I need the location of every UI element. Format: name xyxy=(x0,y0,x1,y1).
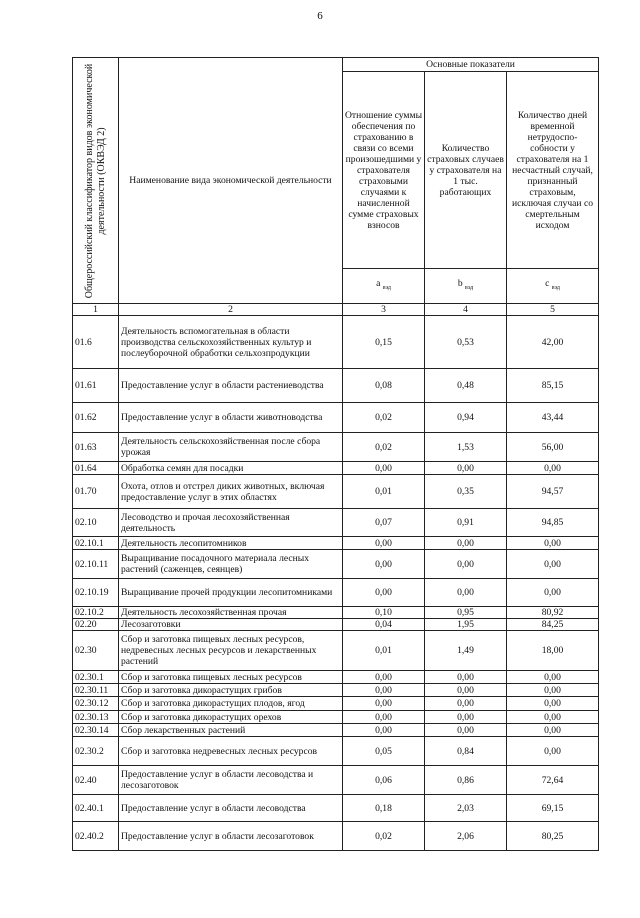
table-row xyxy=(73,369,599,403)
okved-code-cell: 02.30.2 xyxy=(73,737,119,766)
days-symbol: c $_{вэд}$ xyxy=(507,269,599,304)
cases-value-cell: 0,48 xyxy=(425,369,507,403)
table-row xyxy=(73,316,599,369)
okved-code-cell: 02.40.1 xyxy=(73,795,119,822)
activity-name-cell: Выращивание посадочного материала лесных растений (саженцев, сеянцев) xyxy=(119,550,343,579)
cases-symbol: b $_{вэд}$ xyxy=(425,269,507,304)
days-value-cell: 0,00 xyxy=(507,550,599,579)
ratio-header: Отношение суммы обеспечения по страхованию в связи со всеми произошедшими у страхователя страховыми случаями к начисленной сумме страховых взносов xyxy=(343,72,425,269)
activity-name-cell: Деятельность лесохозяйственная прочая xyxy=(119,607,343,619)
table-row xyxy=(73,822,599,851)
column-index: 4 xyxy=(425,304,507,316)
table-row xyxy=(73,737,599,766)
days-value-cell: 0,00 xyxy=(507,579,599,607)
activity-name-cell: Предоставление услуг в области лесоводства xyxy=(119,795,343,822)
ratio-value-cell: 0,00 xyxy=(343,537,425,550)
activity-name-cell: Обработка семян для посадки xyxy=(119,462,343,475)
okved-code-cell: 02.30 xyxy=(73,631,119,671)
activity-name-cell: Предоставление услуг в области лесоводства и лесозаготовок xyxy=(119,766,343,795)
cases-value-cell: 0,84 xyxy=(425,737,507,766)
days-value-cell: 0,00 xyxy=(507,697,599,711)
indicators-table xyxy=(72,57,599,851)
activity-name-cell: Сбор и заготовка пищевых лесных ресурсов, недревесных лесных ресурсов и лекарственных растений xyxy=(119,631,343,671)
activity-name-cell: Лесозаготовки xyxy=(119,619,343,631)
days-value-cell: 42,00 xyxy=(507,316,599,369)
okved-code-cell: 02.30.14 xyxy=(73,724,119,737)
cases-value-cell: 0,00 xyxy=(425,579,507,607)
days-value-cell: 0,00 xyxy=(507,737,599,766)
activity-name-cell: Предоставление услуг в области животноводства xyxy=(119,403,343,433)
activity-name-cell: Сбор и заготовка недревесных лесных ресурсов xyxy=(119,737,343,766)
table-row xyxy=(73,711,599,724)
ratio-symbol: a $_{вэд}$ xyxy=(343,269,425,304)
cases-value-cell: 0,00 xyxy=(425,671,507,684)
days-value-cell: 0,00 xyxy=(507,537,599,550)
cases-value-cell: 0,00 xyxy=(425,550,507,579)
ratio-value-cell: 0,00 xyxy=(343,550,425,579)
cases-value-cell: 0,00 xyxy=(425,711,507,724)
cases-value-cell: 1,53 xyxy=(425,433,507,462)
table-row xyxy=(73,671,599,684)
cases-value-cell: 0,00 xyxy=(425,724,507,737)
cases-value-cell: 2,03 xyxy=(425,795,507,822)
activity-name-cell: Сбор и заготовка дикорастущих орехов xyxy=(119,711,343,724)
days-value-cell: 56,00 xyxy=(507,433,599,462)
okved-code-cell: 01.6 xyxy=(73,316,119,369)
cases-value-cell: 0,00 xyxy=(425,684,507,697)
days-value-cell: 85,15 xyxy=(507,369,599,403)
activity-name-cell: Лесоводство и прочая лесохозяйственная деятельность xyxy=(119,509,343,537)
okved-code-cell: 02.10 xyxy=(73,509,119,537)
days-value-cell: 0,00 xyxy=(507,462,599,475)
okved-code-cell: 02.10.11 xyxy=(73,550,119,579)
ratio-value-cell: 0,00 xyxy=(343,724,425,737)
okved-code-cell: 02.30.12 xyxy=(73,697,119,711)
activity-name-cell: Охота, отлов и отстрел диких животных, включая предоставление услуг в этих областях xyxy=(119,475,343,509)
ratio-value-cell: 0,10 xyxy=(343,607,425,619)
cases-value-cell: 2,06 xyxy=(425,822,507,851)
activity-name-cell: Сбор и заготовка пищевых лесных ресурсов xyxy=(119,671,343,684)
okved-code-cell: 02.30.13 xyxy=(73,711,119,724)
ratio-value-cell: 0,02 xyxy=(343,433,425,462)
table-row xyxy=(73,724,599,737)
okved-code-cell: 02.40.2 xyxy=(73,822,119,851)
ratio-value-cell: 0,02 xyxy=(343,822,425,851)
ratio-value-cell: 0,18 xyxy=(343,795,425,822)
ratio-value-cell: 0,00 xyxy=(343,684,425,697)
table-row xyxy=(73,509,599,537)
days-value-cell: 80,92 xyxy=(507,607,599,619)
okved-header-cell xyxy=(73,58,119,304)
okved-code-cell: 01.63 xyxy=(73,433,119,462)
okved-code-cell: 02.30.1 xyxy=(73,671,119,684)
table-row xyxy=(73,607,599,619)
ratio-value-cell: 0,08 xyxy=(343,369,425,403)
days-value-cell: 94,57 xyxy=(507,475,599,509)
cases-value-cell: 0,00 xyxy=(425,697,507,711)
page-number: 6 xyxy=(317,10,323,22)
activity-name-cell: Деятельность лесопитомников xyxy=(119,537,343,550)
table-row xyxy=(73,433,599,462)
table-row xyxy=(73,619,599,631)
okved-code-cell: 02.20 xyxy=(73,619,119,631)
ratio-value-cell: 0,01 xyxy=(343,631,425,671)
ratio-value-cell: 0,00 xyxy=(343,711,425,724)
table-row xyxy=(73,697,599,711)
table-row xyxy=(73,579,599,607)
days-value-cell: 80,25 xyxy=(507,822,599,851)
cases-value-cell: 0,86 xyxy=(425,766,507,795)
cases-value-cell: 0,35 xyxy=(425,475,507,509)
activity-name-header: Наименование вида экономической деятельности xyxy=(119,58,343,304)
table-row xyxy=(73,766,599,795)
ratio-value-cell: 0,06 xyxy=(343,766,425,795)
cases-value-cell: 0,91 xyxy=(425,509,507,537)
cases-header: Количество страховых случаев у страхователя на 1 тыс. работающих xyxy=(425,72,507,269)
cases-value-cell: 1,95 xyxy=(425,619,507,631)
okved-code-cell: 02.40 xyxy=(73,766,119,795)
ratio-value-cell: 0,00 xyxy=(343,579,425,607)
table-row xyxy=(73,462,599,475)
cases-value-cell: 0,00 xyxy=(425,537,507,550)
days-value-cell: 94,85 xyxy=(507,509,599,537)
okved-code-cell: 02.10.19 xyxy=(73,579,119,607)
days-value-cell: 18,00 xyxy=(507,631,599,671)
activity-name-cell: Сбор лекарственных растений xyxy=(119,724,343,737)
okved-header: Общероссийский классификатор видов экономической деятельности (ОКВЭД 2) xyxy=(83,63,107,298)
cases-value-cell: 1,49 xyxy=(425,631,507,671)
table-body xyxy=(73,316,599,851)
cases-value-cell: 0,95 xyxy=(425,607,507,619)
ratio-value-cell: 0,02 xyxy=(343,403,425,433)
ratio-value-cell: 0,05 xyxy=(343,737,425,766)
okved-code-cell: 01.62 xyxy=(73,403,119,433)
column-index: 5 xyxy=(507,304,599,316)
column-index-row xyxy=(73,304,599,316)
column-index: 1 xyxy=(73,304,119,316)
days-header: Количество дней временной нетрудоспо-собности у страхователя на 1 несчастный случай, признанный страховым, исключая случаи со смертельным исходом xyxy=(507,72,599,269)
activity-name-cell: Сбор и заготовка дикорастущих плодов, ягод xyxy=(119,697,343,711)
ratio-value-cell: 0,00 xyxy=(343,671,425,684)
ratio-value-cell: 0,15 xyxy=(343,316,425,369)
table-row xyxy=(73,550,599,579)
cases-value-cell: 0,00 xyxy=(425,462,507,475)
days-value-cell: 69,15 xyxy=(507,795,599,822)
activity-name-cell: Сбор и заготовка дикорастущих грибов xyxy=(119,684,343,697)
ratio-value-cell: 0,00 xyxy=(343,462,425,475)
days-value-cell: 72,64 xyxy=(507,766,599,795)
activity-name-cell: Деятельность вспомогательная в области производства сельскохозяйственных культур и послеуборочной обработки сельхозпродукции xyxy=(119,316,343,369)
cases-value-cell: 0,53 xyxy=(425,316,507,369)
activity-name-cell: Предоставление услуг в области растениеводства xyxy=(119,369,343,403)
table-row xyxy=(73,684,599,697)
days-value-cell: 0,00 xyxy=(507,671,599,684)
okved-code-cell: 01.61 xyxy=(73,369,119,403)
days-value-cell: 0,00 xyxy=(507,724,599,737)
okved-code-cell: 01.70 xyxy=(73,475,119,509)
okved-code-cell: 02.10.1 xyxy=(73,537,119,550)
cases-value-cell: 0,94 xyxy=(425,403,507,433)
ratio-value-cell: 0,07 xyxy=(343,509,425,537)
ratio-value-cell: 0,00 xyxy=(343,697,425,711)
okved-code-cell: 02.30.11 xyxy=(73,684,119,697)
days-value-cell: 84,25 xyxy=(507,619,599,631)
ratio-value-cell: 0,04 xyxy=(343,619,425,631)
activity-name-cell: Деятельность сельскохозяйственная после сбора урожая xyxy=(119,433,343,462)
table-row xyxy=(73,795,599,822)
okved-code-cell: 02.10.2 xyxy=(73,607,119,619)
days-value-cell: 0,00 xyxy=(507,684,599,697)
main-indicators-header: Основные показатели xyxy=(343,58,599,72)
table-row xyxy=(73,403,599,433)
column-index: 3 xyxy=(343,304,425,316)
activity-name-cell: Предоставление услуг в области лесозаготовок xyxy=(119,822,343,851)
days-value-cell: 0,00 xyxy=(507,711,599,724)
okved-code-cell: 01.64 xyxy=(73,462,119,475)
table-row xyxy=(73,631,599,671)
days-value-cell: 43,44 xyxy=(507,403,599,433)
ratio-value-cell: 0,01 xyxy=(343,475,425,509)
activity-name-cell: Выращивание прочей продукции лесопитомниками xyxy=(119,579,343,607)
column-index: 2 xyxy=(119,304,343,316)
table-row xyxy=(73,475,599,509)
table-row xyxy=(73,537,599,550)
